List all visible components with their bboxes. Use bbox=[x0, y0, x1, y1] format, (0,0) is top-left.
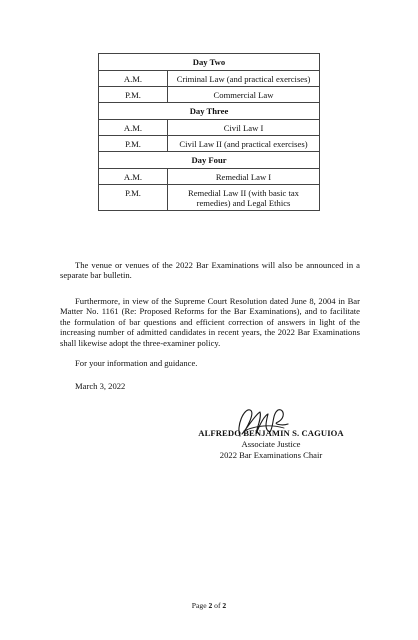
page-footer bbox=[0, 601, 418, 610]
subject-cell: Criminal Law (and practical exercises) bbox=[168, 71, 320, 87]
policy-text: Furthermore, in view of the Supreme Court Resolution dated June 8, 2004 in Bar Matter No. 1161 (Re: Proposed Reforms for the Bar Examinations), and to facilitate the formulation of bar questions and efficient correction of answers in light of the increasing number of admitted candidates in recent years, the 2022 Bar Examinations shall likewise adopt the three-examiner policy. bbox=[60, 296, 360, 348]
signatory-name: ALFREDO BENJAMIN S. CAGUIOA bbox=[198, 428, 344, 438]
subject-cell: Remedial Law I bbox=[168, 169, 320, 185]
signature-block bbox=[186, 428, 356, 461]
subject-cell: Civil Law II (and practical exercises) bbox=[168, 136, 320, 152]
session-cell: P.M. bbox=[99, 136, 168, 152]
page-word: Page bbox=[191, 601, 207, 610]
venue-text: The venue or venues of the 2022 Bar Examinations will also be announced in a separate bar bulletin. bbox=[60, 260, 360, 281]
day-label: Day Three bbox=[99, 103, 320, 120]
signatory-role: 2022 Bar Examinations Chair bbox=[219, 450, 323, 460]
closing-text: For your information and guidance. bbox=[75, 358, 198, 368]
day-label: Day Two bbox=[99, 54, 320, 71]
day-label: Day Four bbox=[99, 152, 320, 169]
date-text: March 3, 2022 bbox=[75, 381, 126, 391]
session-cell: A.M. bbox=[99, 120, 168, 136]
schedule-row bbox=[99, 185, 320, 211]
schedule-row bbox=[99, 120, 320, 136]
policy-paragraph bbox=[60, 296, 360, 348]
date-line bbox=[60, 381, 360, 391]
subject-cell: Commercial Law bbox=[168, 87, 320, 103]
subject-cell: Civil Law I bbox=[168, 120, 320, 136]
page-of: of bbox=[214, 601, 221, 610]
closing-line bbox=[60, 358, 360, 368]
venue-paragraph bbox=[60, 260, 360, 281]
page-total: 2 bbox=[222, 601, 227, 610]
day-header-row bbox=[99, 152, 320, 169]
signatory-title: Associate Justice bbox=[241, 439, 301, 449]
schedule-row bbox=[99, 169, 320, 185]
page-current: 2 bbox=[208, 601, 213, 610]
session-cell: A.M. bbox=[99, 71, 168, 87]
session-cell: P.M. bbox=[99, 87, 168, 103]
subject-cell: Remedial Law II (with basic tax remedies) and Legal Ethics bbox=[168, 185, 320, 211]
schedule-row bbox=[99, 87, 320, 103]
day-header-row bbox=[99, 103, 320, 120]
session-cell: P.M. bbox=[99, 185, 168, 211]
exam-schedule-table bbox=[98, 53, 320, 211]
schedule-row bbox=[99, 136, 320, 152]
day-header-row bbox=[99, 54, 320, 71]
session-cell: A.M. bbox=[99, 169, 168, 185]
schedule-row bbox=[99, 71, 320, 87]
